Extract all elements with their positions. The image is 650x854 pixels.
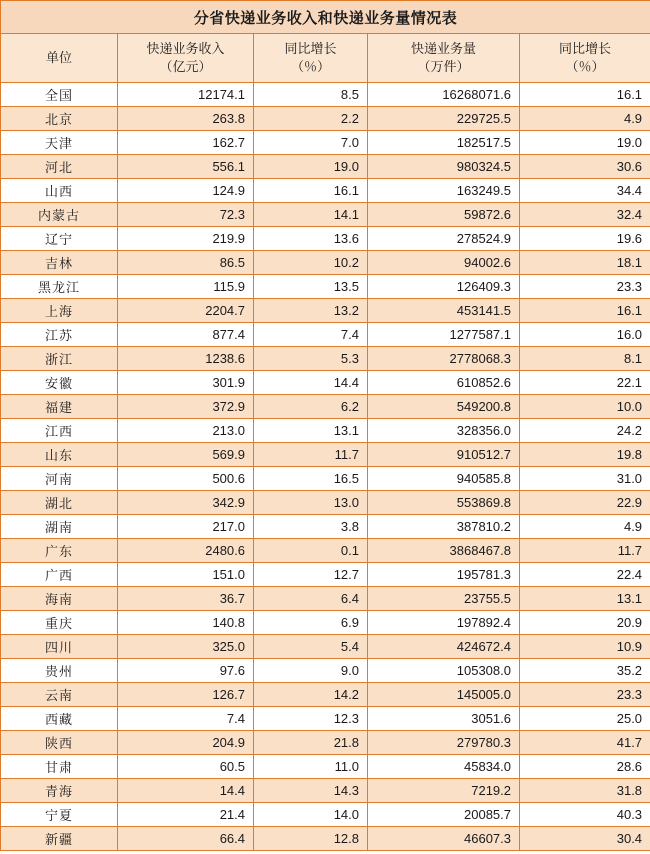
cell-volume-growth: 19.0 [520,131,650,155]
cell-volume: 229725.5 [368,107,520,131]
cell-volume-growth: 22.1 [520,371,650,395]
cell-unit: 福建 [1,395,118,419]
cell-volume: 59872.6 [368,203,520,227]
table-row [1,203,650,227]
cell-revenue-growth: 14.2 [254,683,368,707]
column-header-revenue-growth-line1: 同比增长 [284,41,337,57]
cell-revenue-growth: 13.1 [254,419,368,443]
cell-unit: 山东 [1,443,118,467]
table-row [1,299,650,323]
cell-revenue-growth: 3.8 [254,515,368,539]
column-header-unit-line1: 单位 [45,50,72,66]
cell-volume: 424672.4 [368,635,520,659]
cell-volume-growth: 32.4 [520,203,650,227]
cell-revenue: 14.4 [118,779,254,803]
cell-volume-growth: 40.3 [520,803,650,827]
cell-revenue-growth: 16.5 [254,467,368,491]
cell-revenue-growth: 11.0 [254,755,368,779]
cell-unit: 陕西 [1,731,118,755]
cell-unit: 新疆 [1,827,118,851]
table-row [1,347,650,371]
column-header-revenue [118,34,254,83]
cell-revenue-growth: 13.5 [254,275,368,299]
cell-revenue-growth: 7.0 [254,131,368,155]
cell-volume-growth: 31.0 [520,467,650,491]
table-row [1,155,650,179]
cell-revenue-growth: 21.8 [254,731,368,755]
cell-unit: 宁夏 [1,803,118,827]
cell-revenue: 2204.7 [118,299,254,323]
cell-revenue-growth: 14.1 [254,203,368,227]
cell-unit: 安徽 [1,371,118,395]
cell-revenue-growth: 5.4 [254,635,368,659]
cell-unit: 海南 [1,587,118,611]
column-header-revenue-line2: （亿元） [159,59,212,74]
table-title-row [1,1,650,34]
cell-revenue: 60.5 [118,755,254,779]
cell-unit: 山西 [1,179,118,203]
cell-unit: 全国 [1,83,118,107]
cell-unit: 北京 [1,107,118,131]
cell-volume-growth: 28.6 [520,755,650,779]
table-row [1,275,650,299]
cell-volume: 910512.7 [368,443,520,467]
cell-revenue: 301.9 [118,371,254,395]
column-header-volume-line1: 快递业务量 [410,41,476,57]
cell-unit: 西藏 [1,707,118,731]
cell-volume-growth: 19.6 [520,227,650,251]
cell-revenue-growth: 6.9 [254,611,368,635]
table-row [1,707,650,731]
cell-revenue-growth: 13.0 [254,491,368,515]
cell-revenue: 97.6 [118,659,254,683]
table-row [1,467,650,491]
cell-revenue-growth: 10.2 [254,251,368,275]
cell-volume-growth: 41.7 [520,731,650,755]
table-row [1,779,650,803]
table-row [1,83,650,107]
cell-volume-growth: 30.4 [520,827,650,851]
cell-unit: 黑龙江 [1,275,118,299]
cell-revenue: 342.9 [118,491,254,515]
table-row [1,179,650,203]
cell-unit: 上海 [1,299,118,323]
table-row [1,563,650,587]
cell-volume: 387810.2 [368,515,520,539]
cell-revenue-growth: 12.7 [254,563,368,587]
cell-revenue-growth: 6.2 [254,395,368,419]
cell-revenue-growth: 5.3 [254,347,368,371]
cell-volume: 145005.0 [368,683,520,707]
cell-revenue: 115.9 [118,275,254,299]
cell-revenue: 1238.6 [118,347,254,371]
cell-revenue: 86.5 [118,251,254,275]
cell-volume-growth: 20.9 [520,611,650,635]
cell-revenue: 162.7 [118,131,254,155]
cell-unit: 江苏 [1,323,118,347]
table-row [1,371,650,395]
cell-volume-growth: 23.3 [520,683,650,707]
cell-unit: 浙江 [1,347,118,371]
cell-unit: 河北 [1,155,118,179]
table-header-row [1,34,650,83]
cell-volume-growth: 24.2 [520,419,650,443]
cell-revenue: 325.0 [118,635,254,659]
cell-unit: 吉林 [1,251,118,275]
cell-volume-growth: 34.4 [520,179,650,203]
column-header-volume-growth [520,34,650,83]
cell-revenue: 66.4 [118,827,254,851]
cell-revenue: 500.6 [118,467,254,491]
cell-unit: 内蒙古 [1,203,118,227]
table-row [1,611,650,635]
cell-revenue: 21.4 [118,803,254,827]
cell-volume-growth: 13.1 [520,587,650,611]
cell-volume-growth: 30.6 [520,155,650,179]
cell-unit: 江西 [1,419,118,443]
cell-volume: 1277587.1 [368,323,520,347]
cell-unit: 湖北 [1,491,118,515]
cell-volume: 46607.3 [368,827,520,851]
cell-unit: 青海 [1,779,118,803]
cell-revenue-growth: 12.8 [254,827,368,851]
cell-revenue: 217.0 [118,515,254,539]
cell-revenue-growth: 19.0 [254,155,368,179]
cell-volume: 195781.3 [368,563,520,587]
table-row [1,515,650,539]
table-row [1,683,650,707]
cell-unit: 贵州 [1,659,118,683]
table-row [1,635,650,659]
cell-unit: 甘肃 [1,755,118,779]
cell-revenue-growth: 8.5 [254,83,368,107]
cell-revenue: 36.7 [118,587,254,611]
cell-revenue-growth: 7.4 [254,323,368,347]
cell-volume: 94002.6 [368,251,520,275]
cell-volume-growth: 10.0 [520,395,650,419]
table-row [1,659,650,683]
column-header-volume-line2: （万件） [417,59,470,74]
cell-volume-growth: 22.4 [520,563,650,587]
cell-revenue: 569.9 [118,443,254,467]
cell-revenue-growth: 13.6 [254,227,368,251]
cell-unit: 四川 [1,635,118,659]
cell-volume: 610852.6 [368,371,520,395]
cell-revenue: 263.8 [118,107,254,131]
column-header-revenue-line1: 快递业务收入 [146,41,225,57]
cell-revenue-growth: 9.0 [254,659,368,683]
cell-volume: 453141.5 [368,299,520,323]
table-row [1,539,650,563]
cell-revenue-growth: 13.2 [254,299,368,323]
cell-unit: 重庆 [1,611,118,635]
cell-unit: 辽宁 [1,227,118,251]
column-header-volume-growth-line2: （％） [565,59,605,74]
cell-unit: 天津 [1,131,118,155]
cell-volume-growth: 19.8 [520,443,650,467]
table-row [1,107,650,131]
cell-volume-growth: 22.9 [520,491,650,515]
cell-volume-growth: 35.2 [520,659,650,683]
table-row [1,443,650,467]
table-row [1,731,650,755]
cell-volume: 45834.0 [368,755,520,779]
cell-revenue-growth: 14.4 [254,371,368,395]
table-row [1,227,650,251]
table-row [1,419,650,443]
cell-revenue-growth: 0.1 [254,539,368,563]
cell-volume-growth: 16.0 [520,323,650,347]
column-header-volume-growth-line1: 同比增长 [559,41,612,57]
cell-revenue: 126.7 [118,683,254,707]
cell-volume: 3051.6 [368,707,520,731]
cell-volume: 328356.0 [368,419,520,443]
cell-revenue: 204.9 [118,731,254,755]
cell-volume-growth: 31.8 [520,779,650,803]
cell-revenue-growth: 14.0 [254,803,368,827]
cell-revenue: 140.8 [118,611,254,635]
column-header-unit [1,34,118,83]
cell-revenue: 7.4 [118,707,254,731]
table-row [1,827,650,851]
cell-volume-growth: 16.1 [520,83,650,107]
cell-volume-growth: 25.0 [520,707,650,731]
table-row [1,491,650,515]
cell-volume: 980324.5 [368,155,520,179]
table-row [1,131,650,155]
cell-revenue-growth: 12.3 [254,707,368,731]
cell-revenue-growth: 11.7 [254,443,368,467]
cell-unit: 河南 [1,467,118,491]
column-header-revenue-growth [254,34,368,83]
cell-volume: 3868467.8 [368,539,520,563]
cell-revenue: 12174.1 [118,83,254,107]
cell-volume: 279780.3 [368,731,520,755]
cell-revenue-growth: 2.2 [254,107,368,131]
cell-volume: 940585.8 [368,467,520,491]
cell-revenue: 877.4 [118,323,254,347]
cell-volume: 7219.2 [368,779,520,803]
cell-volume-growth: 4.9 [520,107,650,131]
cell-volume: 126409.3 [368,275,520,299]
table-row [1,803,650,827]
cell-revenue-growth: 6.4 [254,587,368,611]
table-row [1,323,650,347]
cell-volume: 2778068.3 [368,347,520,371]
cell-volume: 182517.5 [368,131,520,155]
cell-unit: 广东 [1,539,118,563]
column-header-volume [368,34,520,83]
cell-volume: 23755.5 [368,587,520,611]
cell-unit: 云南 [1,683,118,707]
cell-revenue: 213.0 [118,419,254,443]
cell-volume-growth: 10.9 [520,635,650,659]
cell-revenue: 151.0 [118,563,254,587]
cell-volume-growth: 11.7 [520,539,650,563]
cell-unit: 湖南 [1,515,118,539]
page-title: 分省快递业务收入和快递业务量情况表 [1,1,650,34]
cell-volume: 553869.8 [368,491,520,515]
cell-volume-growth: 8.1 [520,347,650,371]
cell-revenue: 2480.6 [118,539,254,563]
table-row [1,251,650,275]
cell-volume-growth: 16.1 [520,299,650,323]
cell-revenue-growth: 16.1 [254,179,368,203]
cell-volume: 16268071.6 [368,83,520,107]
cell-volume-growth: 23.3 [520,275,650,299]
cell-revenue: 372.9 [118,395,254,419]
column-header-revenue-growth-line2: （％） [290,59,330,74]
cell-volume: 278524.9 [368,227,520,251]
cell-revenue: 556.1 [118,155,254,179]
cell-volume: 105308.0 [368,659,520,683]
cell-unit: 广西 [1,563,118,587]
cell-volume: 163249.5 [368,179,520,203]
cell-revenue: 72.3 [118,203,254,227]
table-row [1,755,650,779]
cell-volume: 20085.7 [368,803,520,827]
cell-revenue: 124.9 [118,179,254,203]
cell-volume: 549200.8 [368,395,520,419]
cell-revenue: 219.9 [118,227,254,251]
cell-volume-growth: 18.1 [520,251,650,275]
table-row [1,395,650,419]
cell-volume-growth: 4.9 [520,515,650,539]
table-body [1,83,650,851]
cell-revenue-growth: 14.3 [254,779,368,803]
table-row [1,587,650,611]
cell-volume: 197892.4 [368,611,520,635]
